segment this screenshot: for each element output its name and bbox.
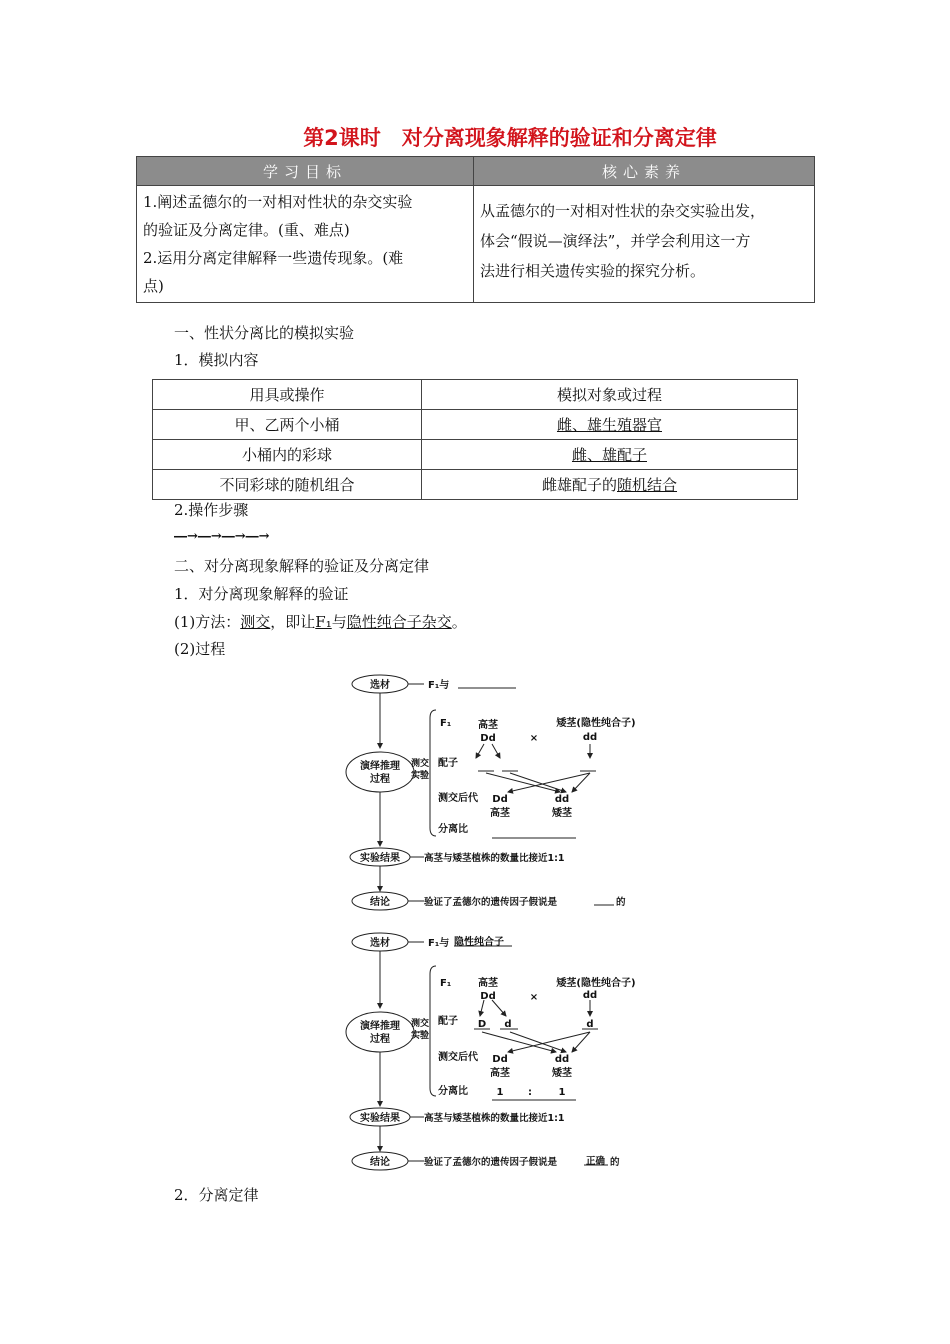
process-heading: (2)过程 [174,640,226,658]
testcross-diagram-blank [340,668,660,918]
genotype-Dd: Dd [480,733,496,744]
testcross-label: 测交 [411,1019,430,1029]
offspring-tall: 高茎 [490,808,510,819]
method-answer: 隐性纯合子杂交 [346,613,452,631]
genotype-Dd: Dd [480,991,496,1002]
offspring-label: 测交后代 [438,793,478,804]
testcross-label: 实验 [411,771,430,781]
core-literacy-cell [474,186,815,303]
goals-cell [137,186,474,303]
offspring-Dd: Dd [492,1054,508,1065]
tall-label: 高茎 [478,978,498,989]
learning-goals-table [136,156,815,303]
steps-heading: 2.操作步骤 [174,501,249,519]
page-title: 第2课时 对分离现象解释的验证和分离定律 [303,126,717,150]
conclusion-text: 的 [610,1157,620,1168]
offspring-tall: 高茎 [490,1068,510,1079]
gamete-label: 配子 [438,1016,458,1027]
select-label: 选材 [370,680,390,691]
conclusion-answer: 正确 [586,1156,606,1167]
sim-text: 雌雄配子的 [541,476,617,494]
testcross-diagram-answer [340,928,660,1178]
dwarf-label: 矮茎(隐性纯合子) [556,978,636,989]
ratio-label: 分离比 [438,824,468,835]
core-literacy-header: 核心素养 [474,157,815,186]
offspring-label: 测交后代 [438,1052,478,1063]
ratio-value: 1 [496,1087,504,1098]
sim-header-tool: 用具或操作 [153,380,422,410]
law-heading: 2．分离定律 [174,1186,259,1204]
select-label: 选材 [370,938,390,949]
sim-cell [422,440,798,470]
deduce-label: 演绎推理 [360,1021,400,1032]
goal-line: 2.运用分离定律解释一些遗传现象。(难 [143,249,404,267]
sim-cell [422,410,798,440]
method-answer: F₁ [315,613,332,631]
sim-answer: 雌、雄配子 [571,446,647,464]
f1-label: F₁ [440,718,452,729]
offspring-Dd: Dd [492,794,508,805]
ratio-label: 分离比 [438,1086,468,1097]
method-label: (1)方法： [174,613,241,631]
genotype-dd: dd [582,990,598,1001]
deduce-label: 过程 [370,774,390,785]
result-label: 实验结果 [360,1113,400,1124]
method-text: 。 [451,613,467,631]
goal-line: 点) [143,277,164,295]
select-answer: 隐性纯合子 [454,937,504,948]
deduce-node [346,752,414,792]
deduce-label: 过程 [370,1034,390,1045]
gamete-label: 配子 [438,758,458,769]
simulation-table [152,379,798,500]
steps-arrows: ―→―→―→―→ [174,529,270,544]
method-answer: 测交 [240,613,271,631]
goal-line: 的验证及分离定律。(重、难点) [143,221,350,239]
literacy-line: 从孟德尔的一对相对性状的杂交实验出发， [480,202,766,220]
literacy-line: 法进行相关遗传实验的探究分析。 [480,262,706,280]
offspring-dwarf: 矮茎 [552,808,572,819]
result-label: 实验结果 [360,853,400,864]
method-text: ，即让 [270,613,316,631]
conclusion-text: 验证了孟德尔的遗传因子假说是 [424,1157,558,1168]
sim-answer: 雌、雄生殖器官 [556,416,662,434]
tall-label: 高茎 [478,720,498,731]
ratio-value: 1 [558,1087,566,1098]
sim-cell: 不同彩球的随机组合 [153,470,422,500]
deduce-label: 演绎推理 [360,761,400,772]
result-text: 高茎与矮茎植株的数量比接近1:1 [424,1113,565,1124]
f1-label: F₁ [440,978,452,989]
sim-answer: 随机结合 [617,476,678,494]
offspring-dd: dd [554,1054,570,1065]
dwarf-label: 矮茎(隐性纯合子) [556,718,636,729]
section2-heading: 二、对分离现象解释的验证及分离定律 [174,557,430,575]
conclusion-label: 结论 [370,1157,390,1168]
method-text: 与 [331,613,347,631]
result-text: 高茎与矮茎植株的数量比接近1:1 [424,853,565,864]
cross-symbol: × [529,733,539,744]
offspring-dwarf: 矮茎 [552,1068,572,1079]
conclusion-text: 验证了孟德尔的遗传因子假说是 [424,897,558,908]
sim-cell [422,470,798,500]
sim-content-heading: 1．模拟内容 [174,351,259,369]
goal-line: 1.阐述孟德尔的一对相对性状的杂交实验 [143,193,413,211]
method-line [174,610,467,634]
testcross-label: 测交 [411,759,430,769]
literacy-line: 体会“假说—演绎法”，并学会利用这一方 [480,232,751,250]
testcross-label: 实验 [411,1031,430,1041]
select-text: F₁与 [428,938,450,949]
section1-heading: 一、性状分离比的模拟实验 [174,324,355,342]
sim-header-object: 模拟对象或过程 [422,380,798,410]
select-text: F₁与 [428,680,450,691]
genotype-dd: dd [582,732,598,743]
ratio-colon: : [528,1087,532,1098]
verification-heading: 1．对分离现象解释的验证 [174,585,349,603]
cross-symbol: × [529,992,539,1003]
conclusion-text: 的 [616,897,626,908]
offspring-dd: dd [554,794,570,805]
gamete-D: D [477,1019,487,1030]
conclusion-label: 结论 [370,897,390,908]
sim-cell: 甲、乙两个小桶 [153,410,422,440]
deduce-node [346,1012,414,1052]
gamete-d: d [586,1019,594,1030]
gamete-d: d [504,1019,512,1030]
sim-cell: 小桶内的彩球 [153,440,422,470]
goals-header: 学习目标 [137,157,474,186]
